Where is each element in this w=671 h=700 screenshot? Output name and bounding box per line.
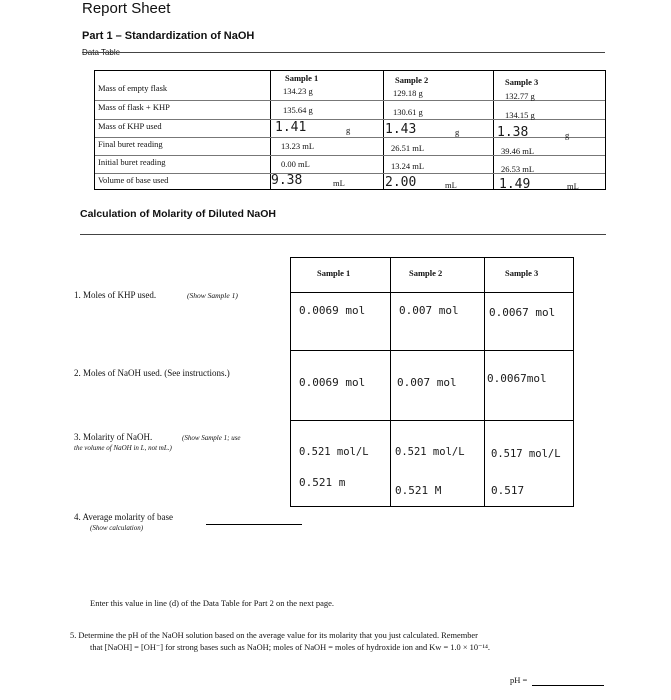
instruction-text: Enter this value in line (d) of the Data Table for Part 2 on the next page. xyxy=(90,598,335,608)
calculation-divider xyxy=(80,234,606,235)
cell-initial-buret-s2: 13.24 mL xyxy=(391,161,425,171)
row-label-base-volume: Volume of base used xyxy=(98,175,169,185)
q3-answer2-s3: 0.517 xyxy=(491,484,525,497)
part1-heading: Part 1 – Standardization of NaOH xyxy=(82,30,255,42)
cell-empty-flask-s3: 132.77 g xyxy=(505,91,535,101)
calc-column-header-sample-1: Sample 1 xyxy=(317,268,351,278)
ph-label: pH = xyxy=(510,675,528,685)
row-label-empty-flask: Mass of empty flask xyxy=(98,83,168,93)
cell-final-buret-s1: 13.23 mL xyxy=(281,141,315,151)
unit-ml: mL xyxy=(333,178,345,188)
q4-label: 4. Average molarity of base xyxy=(74,512,174,522)
cell-final-buret-s3: 39.46 mL xyxy=(501,146,535,156)
q2-answer-s1: 0.0069 mol xyxy=(299,376,366,389)
cell-flask-khp-s3: 134.15 g xyxy=(505,110,535,120)
cell-initial-buret-s1: 0.00 mL xyxy=(281,159,310,169)
report-title: Report Sheet xyxy=(82,0,171,17)
q3-answer-s1: 0.521 mol/L xyxy=(299,446,369,458)
q3-label: 3. Molarity of NaOH. xyxy=(74,432,153,442)
q2-answer-s2: 0.007 mol xyxy=(397,376,457,389)
q1-answer-s1: 0.0069 mol xyxy=(299,304,366,317)
calculation-heading: Calculation of Molarity of Diluted NaOH xyxy=(80,208,277,220)
q3-note-b: the volume of NaOH in L, not mL.) xyxy=(74,444,172,452)
unit-g: g xyxy=(346,125,351,135)
unit-ml: mL xyxy=(445,180,457,190)
calculation-grid xyxy=(290,257,574,507)
data-table xyxy=(94,70,606,190)
ph-answer-blank[interactable] xyxy=(532,685,604,686)
table-divider xyxy=(383,71,384,189)
cell-base-volume-s2: 2.00 xyxy=(385,175,417,190)
row-label-khp-used: Mass of KHP used xyxy=(98,121,162,131)
q5-line-2: that [NaOH] = [OH⁻] for strong bases such as NaOH; moles of NaOH = moles of hydroxide ion and Kw = 1.0 × 10⁻¹⁴. xyxy=(90,643,490,652)
q2-label: 2. Moles of NaOH used. (See instructions.) xyxy=(74,368,230,378)
table-divider xyxy=(270,71,271,189)
cell-empty-flask-s1: 134.23 g xyxy=(283,86,313,96)
unit-ml: mL xyxy=(567,181,579,191)
unit-g: g xyxy=(565,130,570,140)
q1-answer-s2: 0.007 mol xyxy=(399,304,459,317)
calc-column-header-sample-2: Sample 2 xyxy=(409,268,443,278)
q3-answer2-s1: 0.521 m xyxy=(299,476,346,489)
q2-answer-s3: 0.0067mol xyxy=(487,372,547,385)
q3-answer2-s2: 0.521 M xyxy=(395,484,442,497)
q1-note: (Show Sample 1) xyxy=(187,291,238,300)
cell-khp-used-s2: 1.43 xyxy=(385,122,417,137)
unit-g: g xyxy=(455,127,460,137)
column-header-sample-3: Sample 3 xyxy=(505,77,539,87)
q3-answer-s2: 0.521 mol/L xyxy=(395,446,465,458)
q4-note: (Show calculation) xyxy=(90,524,144,532)
q5-line-1: 5. Determine the pH of the NaOH solution based on the average value for its molarity that you just calculated. Remember xyxy=(70,631,478,640)
cell-base-volume-s1: 9.38 xyxy=(271,173,303,188)
row-label-final-buret: Final buret reading xyxy=(98,139,163,149)
q1-answer-s3: 0.0067 mol xyxy=(489,306,556,319)
row-label-initial-buret: Initial buret reading xyxy=(98,157,166,167)
cell-initial-buret-s3: 26.53 mL xyxy=(501,164,535,174)
cell-flask-khp-s1: 135.64 g xyxy=(283,105,313,115)
row-label-flask-khp: Mass of flask + KHP xyxy=(98,102,170,112)
cell-empty-flask-s2: 129.18 g xyxy=(393,88,423,98)
q1-label: 1. Moles of KHP used. xyxy=(74,290,157,300)
q4-answer-blank[interactable] xyxy=(206,524,302,525)
cell-khp-used-s1: 1.41 xyxy=(275,120,307,135)
table-divider xyxy=(493,71,494,189)
cell-flask-khp-s2: 130.61 g xyxy=(393,107,423,117)
cell-khp-used-s3: 1.38 xyxy=(497,125,529,140)
calc-column-header-sample-3: Sample 3 xyxy=(505,268,539,278)
q3-answer-s3: 0.517 mol/L xyxy=(491,448,561,460)
column-header-sample-1: Sample 1 xyxy=(285,73,319,83)
cell-final-buret-s2: 26.51 mL xyxy=(391,143,425,153)
cell-base-volume-s3: 1.49 xyxy=(499,177,531,192)
q3-note-a: (Show Sample 1; use xyxy=(182,434,241,442)
part1-divider xyxy=(82,52,605,53)
column-header-sample-2: Sample 2 xyxy=(395,75,429,85)
